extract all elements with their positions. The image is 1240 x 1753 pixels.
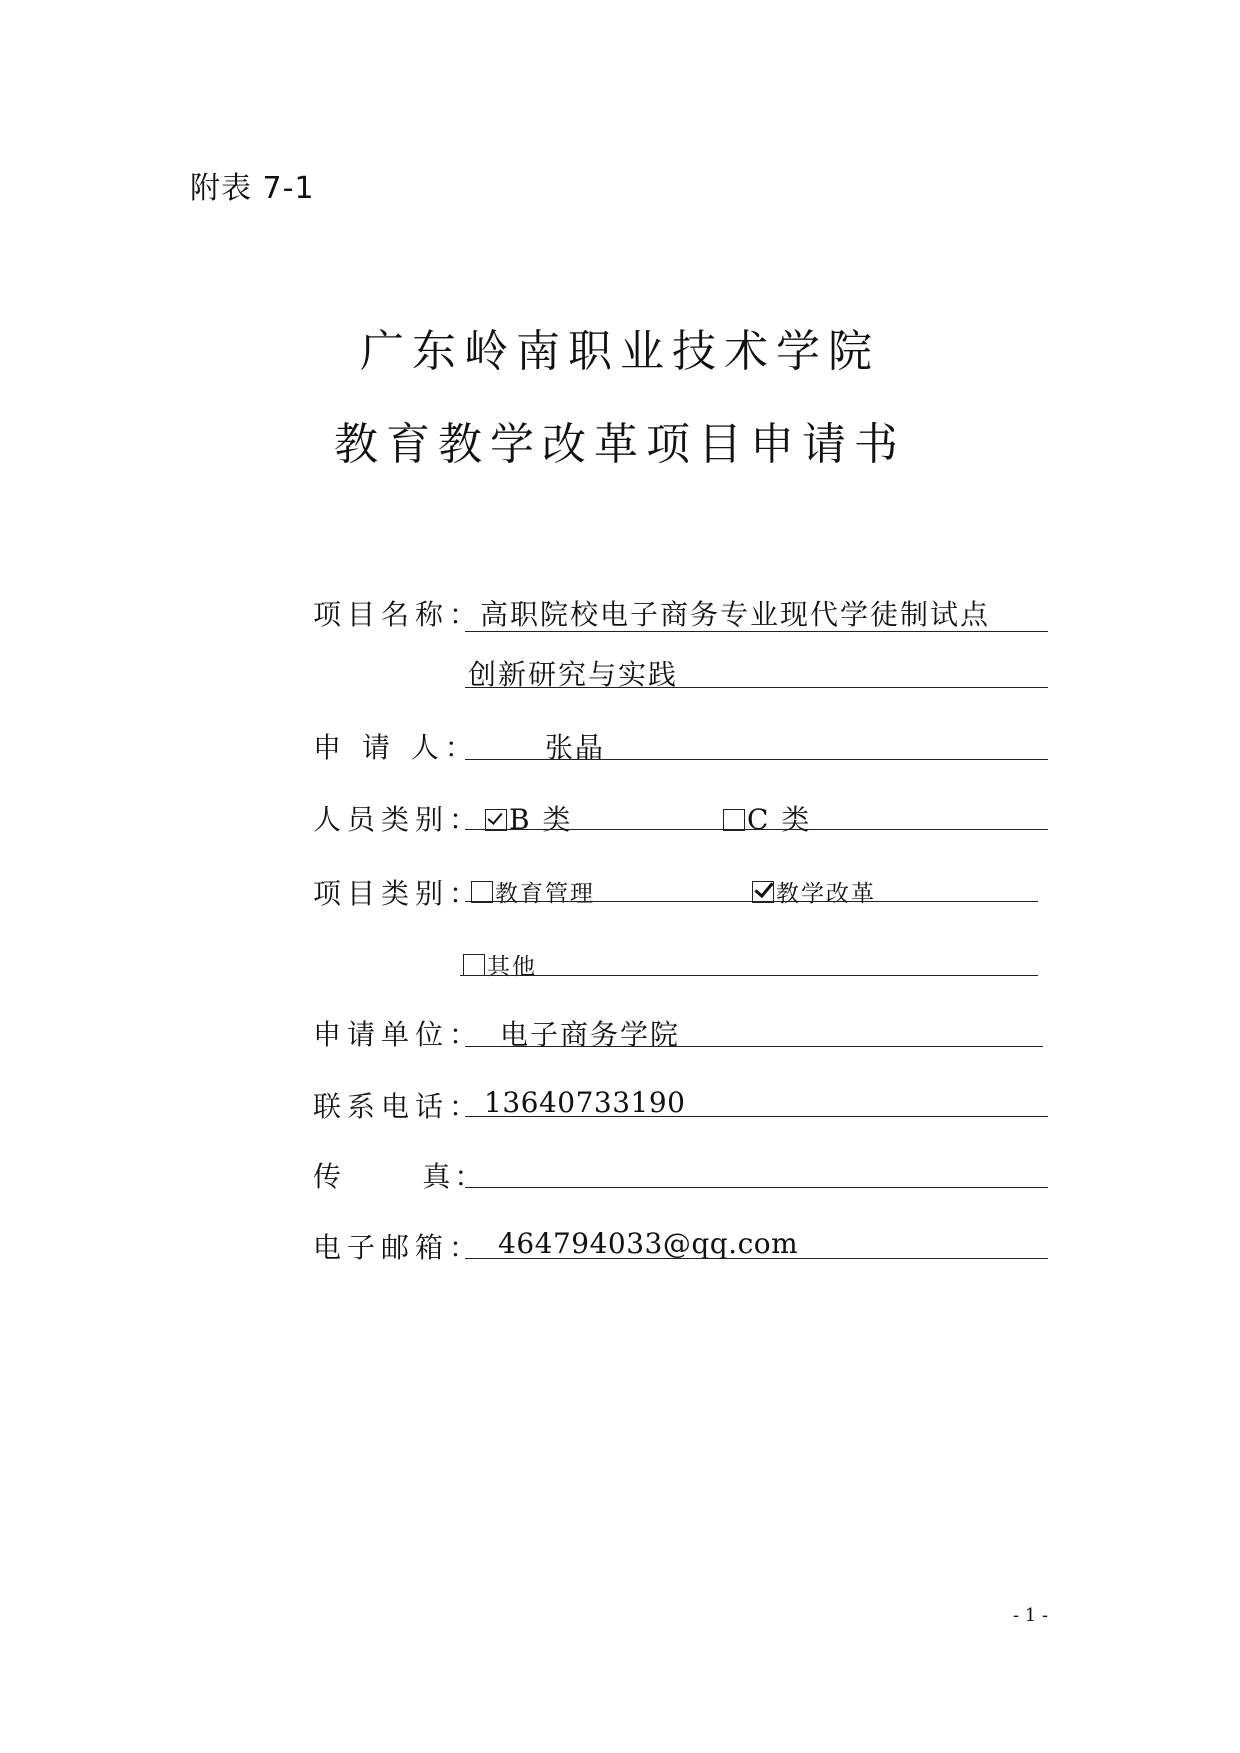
personnel-category-label: 人员类别： (313, 803, 484, 836)
project-category-label: 项目类别： (313, 877, 484, 910)
project-name-underline-2 (465, 687, 1048, 688)
phone-label: 联系电话： (313, 1090, 484, 1123)
personnel-option-b: B 类 (485, 798, 572, 838)
fax-label: 传 真： (313, 1160, 487, 1193)
email-value: 464794033@qq.com (498, 1227, 799, 1260)
project-name-label: 项目名称： (313, 598, 484, 631)
checkbox-empty-icon (723, 809, 745, 831)
page-number: - 1 - (1013, 1605, 1049, 1626)
project-category-underline-2 (460, 975, 1038, 976)
checkbox-empty-icon (463, 954, 485, 976)
project-category-underline-1 (465, 901, 1038, 902)
project-name-value-line2: 创新研究与实践 (468, 658, 679, 691)
phone-underline (465, 1116, 1048, 1117)
phone-value: 13640733190 (484, 1086, 686, 1119)
applicant-unit-value: 电子商务学院 (500, 1018, 681, 1051)
personnel-option-c: C 类 (723, 798, 811, 838)
title-document: 教育教学改革项目申请书 (334, 419, 906, 470)
fax-underline (465, 1187, 1048, 1188)
project-name-underline-1 (465, 631, 1048, 632)
email-label: 电子邮箱： (313, 1231, 484, 1264)
project-name-value-line1: 高职院校电子商务专业现代学徒制试点 (480, 598, 991, 631)
applicant-value: 张晶 (545, 731, 606, 764)
applicant-unit-underline (465, 1046, 1043, 1047)
checkbox-empty-icon (471, 881, 493, 903)
appendix-label: 附表 7-1 (190, 171, 315, 206)
personnel-category-underline (465, 829, 1048, 830)
email-underline (465, 1258, 1048, 1259)
applicant-unit-label: 申请单位： (313, 1018, 484, 1051)
checkbox-checked-icon (752, 881, 774, 903)
project-option-education-management: 教育管理 (471, 875, 595, 908)
applicant-label: 申 请 人： (313, 731, 479, 764)
title-institution: 广东岭南职业技术学院 (360, 326, 880, 377)
checkbox-checked-icon (485, 809, 507, 831)
applicant-underline (465, 759, 1048, 760)
project-option-teaching-reform: 教学改革 (752, 875, 876, 908)
project-option-other: 其他 (463, 948, 537, 981)
